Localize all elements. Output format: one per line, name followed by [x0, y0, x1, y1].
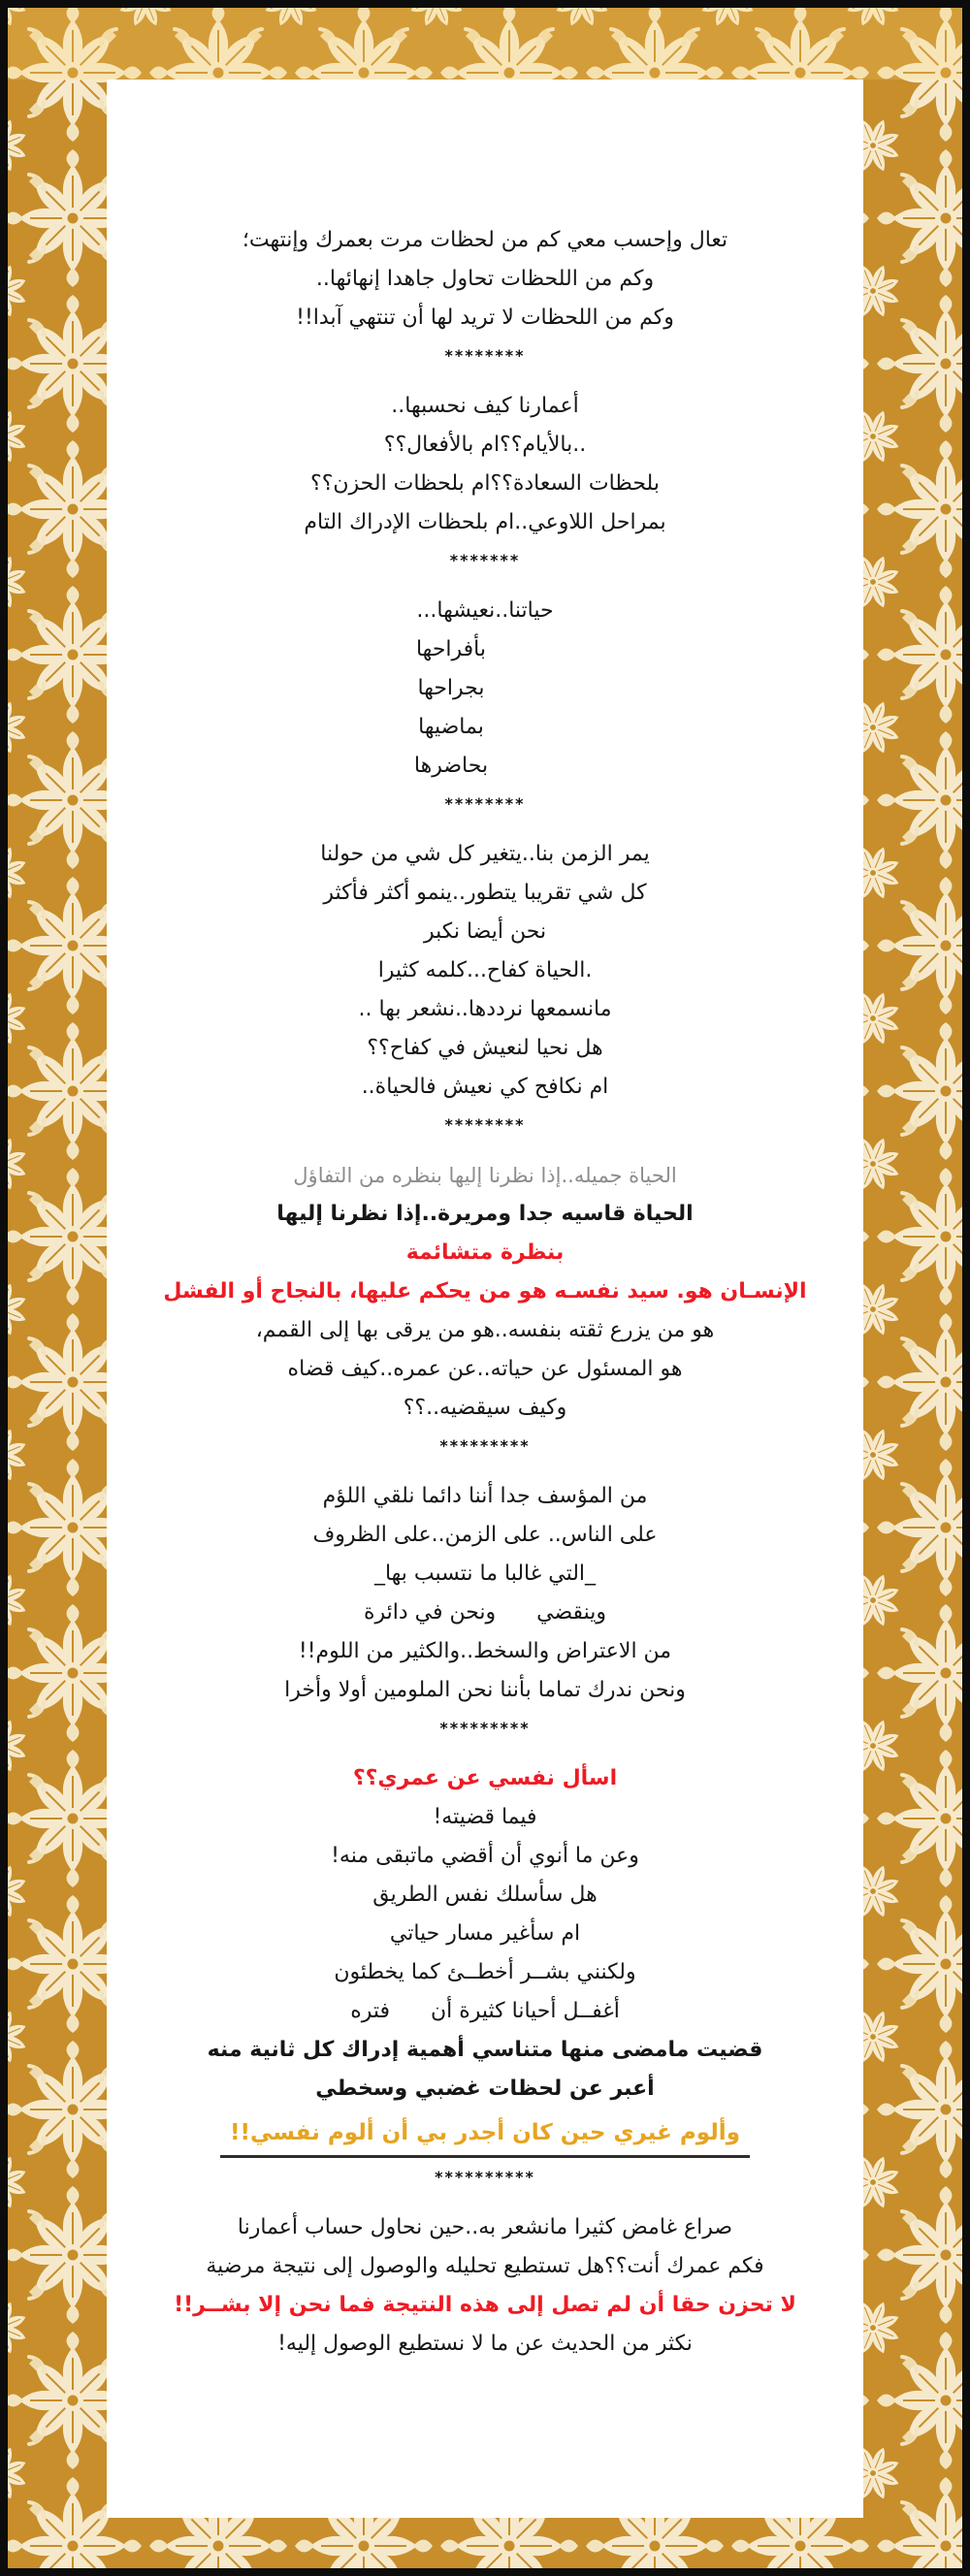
stanza — [107, 1759, 863, 2196]
poem-line: بنظرة متشائمة — [405, 1240, 565, 1265]
poem-line: ولكنني بشــر أخطــئ كما يخطئون — [334, 1960, 636, 1984]
poem-line: وكيف سيقضيه..؟؟ — [403, 1396, 567, 1420]
poem-line: بماضيها — [418, 715, 484, 739]
poem-line: يمر الزمن بنا..يتغير كل شي من حولنا — [320, 842, 650, 866]
stanza-separator: ******** — [444, 1115, 526, 1134]
poem-line: هو المسئول عن حياته..عن عمره..كيف قضاه — [287, 1357, 683, 1381]
stanza-separator: ********* — [439, 1719, 531, 1737]
poem-line: أعبر عن لحظات غضبي وسخطي — [315, 2077, 655, 2101]
stanza-separator: ********* — [439, 1436, 531, 1455]
poem-line: بأفراحها — [415, 637, 487, 661]
poem-line: وكم من اللحظات تحاول جاهدا إنهائها.. — [315, 267, 655, 291]
poem-line: أغفــل أحيانا كثيرة أن فتره — [350, 1999, 620, 2023]
poem-line: بحاضرها — [413, 754, 489, 778]
stanza — [107, 592, 863, 822]
poem-line: تعال وإحسب معي كم من لحظات مرت بعمرك وإنتهت؛ — [242, 228, 728, 252]
stanza — [107, 221, 863, 374]
poem-line: اسأل نفسي عن عمري؟؟ — [352, 1766, 618, 1790]
stanza — [107, 835, 863, 1143]
stanza — [107, 387, 863, 579]
poem-line: من الاعتراض والسخط..والكثير من اللوم!! — [298, 1639, 672, 1663]
top-band-highlight — [8, 8, 962, 80]
page — [107, 80, 863, 2518]
poem-line: فكم عمرك أنت؟؟هل تستطيع تحليله والوصول إلى نتيجة مرضية — [206, 2254, 764, 2278]
stanza — [107, 2208, 863, 2364]
poem-line — [107, 2109, 863, 2159]
poem-line: هل نحيا لنعيش في كفاح؟؟ — [367, 1036, 603, 1060]
poem-line: .الحياة كفاح...كلمه كثيرا — [377, 958, 593, 982]
poem-line: وينقضي ونحن في دائرة — [363, 1600, 607, 1625]
gold-underlined-text: وألوم غيري حين كان أجدر بي أن ألوم نفسي!! — [220, 2118, 750, 2158]
poem-line: صراع غامض كثيرا مانشعر به..حين نحاول حساب أعمارنا — [237, 2215, 733, 2239]
stanza-separator: ******** — [444, 794, 526, 813]
poem-line: وكم من اللحظات لا تريد لها أن تنتهي آبدا!! — [296, 306, 674, 330]
stanza — [107, 1156, 863, 1465]
poem-line: نكثر من الحديث عن ما لا نستطيع الوصول إليه! — [277, 2332, 693, 2356]
poem-line: هل سأسلك نفس الطريق — [372, 1883, 598, 1907]
poem-line: الحياة قاسيه جدا ومريرة..إذا نظرنا إليها — [276, 1202, 694, 1226]
poem — [107, 80, 863, 2364]
poem-line: ونحن ندرك تماما بأننا نحن الملومين أولا وأخرا — [284, 1678, 686, 1702]
stanza-separator: ******* — [449, 551, 521, 569]
poem-line: من المؤسف جدا أننا دائما نلقي اللؤم — [322, 1484, 648, 1508]
stanza — [107, 1477, 863, 1747]
poem-line: ام سأغير مسار حياتي — [389, 1921, 581, 1946]
poem-line: الحياة جميله..إذا نظرنا إليها بنظره من التفاؤل — [293, 1164, 677, 1187]
poem-line: هو من يزرع ثقته بنفسه..هو من يرقى بها إلى القمم، — [255, 1318, 715, 1342]
poem-line: ..بالأيام؟؟ام بالأفعال؟؟ — [383, 433, 587, 457]
poem-line: مانسمعها نرددها..نشعر بها .. — [358, 997, 612, 1021]
poem-line: حياتنا..نعيشها... — [416, 598, 554, 623]
poem-line: بجراحها — [417, 676, 485, 700]
poem-line: على الناس.. على الزمن..على الظروف — [312, 1523, 658, 1547]
poem-line: ام نكافح كي نعيش فالحياة.. — [361, 1075, 609, 1099]
poem-line: وعن ما أنوي أن أقضي ماتبقى منه! — [331, 1844, 639, 1868]
poem-line: فيما قضيته! — [433, 1805, 537, 1829]
poem-line: بمراحل اللاوعي..ام بلحظات الإدراك التام — [304, 510, 666, 534]
poem-line: كل شي تقريبا يتطور..ينمو أكثر فأكثر — [323, 881, 647, 905]
poem-line: الإنسـان هو. سيد نفسـه هو من يحكم عليها، بالنجاح أو الفشل — [163, 1279, 807, 1304]
poem-line: بلحظات السعادة؟؟ام بلحظات الحزن؟؟ — [310, 471, 660, 496]
stanza-separator: ********** — [435, 2168, 535, 2186]
poem-line: قضيت مامضى منها متناسي أهمية إدراك كل ثانية منه — [207, 2038, 763, 2062]
poem-line: أعمارنا كيف نحسبها.. — [391, 394, 579, 418]
poem-line: نحن أيضا نكبر — [423, 919, 547, 944]
poem-line: _التي غالبا ما نتسبب بها_ — [373, 1562, 597, 1586]
stanza-separator: ******** — [444, 346, 526, 365]
poem-line: لا تحزن حقا أن لم تصل إلى هذه النتيجة فما نحن إلا بشــر!! — [174, 2293, 796, 2317]
